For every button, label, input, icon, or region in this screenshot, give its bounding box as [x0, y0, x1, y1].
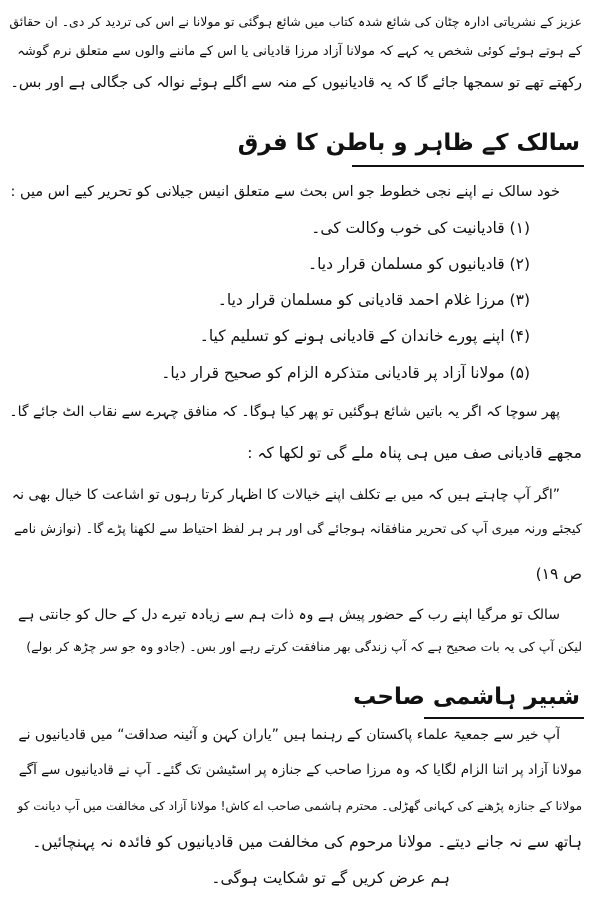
text-line: لیکن آپ کی یہ بات صحیح ہے کہ آپ زندگی بھر منافقت کرتے رہے اور بس۔ (جادو وہ جو سر چڑھ کر بولے) — [26, 639, 582, 654]
heading-underline — [424, 717, 584, 719]
text-line: سالک تو مرگیا اپنے رب کے حضور پیش ہے وہ ذات ہم سے زیادہ تیرے دل کے حال کو جانتی ہے — [17, 607, 560, 623]
text-line: آپ خیر سے جمعیۃ علماء پاکستان کے رہنما ہیں ”یاران کہن و آئینہ صداقت“ میں قادیانیوں نے — [18, 727, 560, 743]
text-line: مولانا آزاد پر اتنا الزام لگایا کہ وہ مرزا صاحب کے جنازہ پر اسٹیشن تک گئے۔ آپ نے قادیانیوں سے آگے — [18, 762, 582, 778]
quote-line: ص ۱۹) — [535, 565, 582, 583]
text-line: مولانا کے جنازہ پڑھنے کی کہانی گھڑلی۔ محترم ہاشمی صاحب اے کاش! مولانا آزاد کی مخالفت میں آپ دیانت کو — [17, 799, 582, 813]
section-heading: شبیر ہاشمی صاحب — [353, 684, 580, 710]
text-line: ہاتھ سے نہ جانے دیتے۔ مولانا مرحوم کی مخالفت میں قادیانیوں کو فائدہ نہ پہنچائیں۔ — [32, 833, 582, 851]
text-line: کے ہوتے ہوئے کوئی شخص یہ کہے کہ مولانا آزاد مرزا قادیانی یا اس کے ماننے والوں سے متعلق نرم گوشہ — [17, 44, 582, 59]
text-line: ہم عرض کریں گے تو شکایت ہوگی۔ — [211, 869, 450, 887]
text-line: مجھے قادیانی صف میں ہی پناہ ملے گی تو لکھا کہ : — [247, 444, 582, 462]
text-line: رکھتے تھے تو سمجھا جائے گا کہ یہ قادیانیوں کے منہ سے اگلے ہوئے نوالہ کی جگالی ہے اور بس۔ — [10, 75, 582, 91]
text-line: پھر سوچا کہ اگر یہ باتیں شائع ہوگئیں تو پھر کیا ہوگا۔ کہ منافق چہرے سے نقاب الٹ جائے گا۔ — [9, 404, 560, 420]
list-item: (۳) مرزا غلام احمد قادیانی کو مسلمان قرار دیا۔ — [217, 291, 530, 309]
quote-line: کیجئے ورنہ میری آپ کی تحریر منافقانہ ہوجائے گی اور ہر ہر لفظ احتیاط سے لکھنا پڑے گا۔ (نوازش نامے — [14, 522, 582, 537]
text-line: عزیز کے نشریاتی ادارہ چٹان کی شائع شدہ کتاب میں شائع ہوگئی تو مولانا نے اس کی تردید کر دی۔ ان حقائق — [9, 14, 582, 29]
section-heading: سالک کے ظاہر و باطن کا فرق — [237, 130, 580, 156]
list-item: (۵) مولانا آزاد پر قادیانی متذکرہ الزام کو صحیح قرار دیا۔ — [161, 364, 530, 382]
text-line: خود سالک نے اپنے نجی خطوط جو اس بحث سے متعلق انیس جیلانی کو تحریر کیے اس میں : — [10, 184, 560, 200]
heading-underline — [352, 165, 584, 167]
list-item: (۲) قادیانیوں کو مسلمان قرار دیا۔ — [307, 255, 530, 273]
list-item: (۴) اپنے پورے خاندان کے قادیانی ہونے کو تسلیم کیا۔ — [199, 327, 530, 345]
quote-line: ”اگر آپ چاہتے ہیں کہ میں بے تکلف اپنے خیالات کا اظہار کرتا رہوں تو اشاعت کا خیال بھی نہ — [11, 487, 560, 503]
list-item: (۱) قادیانیت کی خوب وکالت کی۔ — [311, 219, 530, 237]
